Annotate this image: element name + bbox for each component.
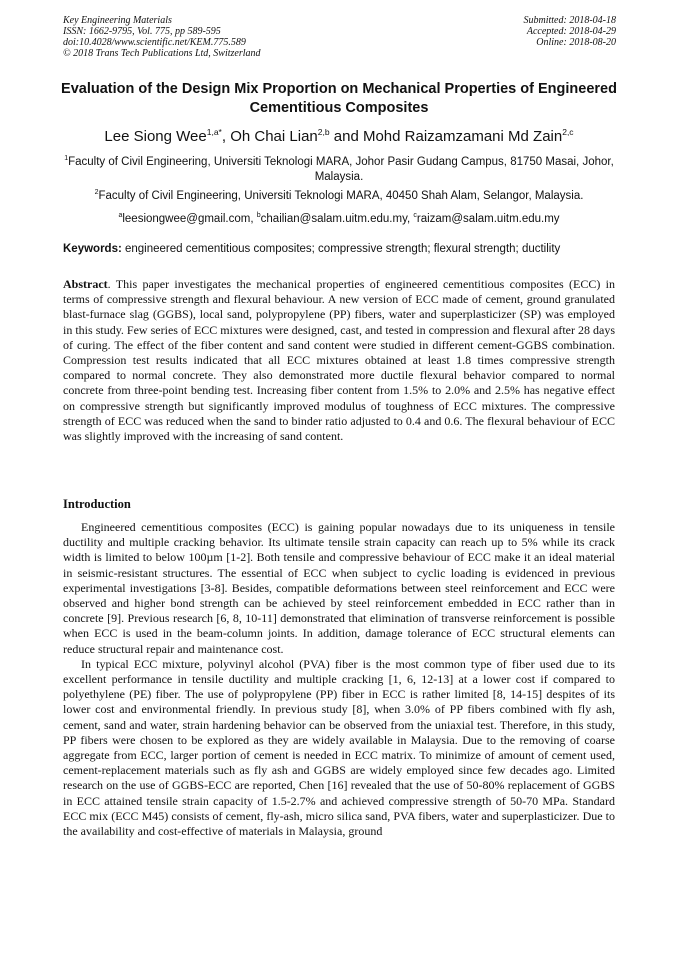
email-link[interactable]: chailian@salam.uitm.edu.my, <box>260 212 414 225</box>
journal-info <box>63 15 261 59</box>
affil-text: Faculty of Civil Engineering, Universiti Teknologi MARA, 40450 Shah Alam, Selangor, Malaysia. <box>98 189 584 202</box>
author-separator: , <box>221 128 231 145</box>
affil-text: Faculty of Civil Engineering, Universiti Teknologi MARA, Johor Pasir Gudang Campus, 81750 Masai, Johor, Malaysia. <box>68 155 614 183</box>
paragraph: In typical ECC mixture, polyvinyl alcohol (PVA) fiber is the most common type of fiber used due to its excellent performance in tensile ductility and multiple cracking [1, 6, 12-13] at a lower cost if compared to polyethylene (PE) fiber. The use of polypropylene (PP) fiber in ECC is rather limited [8, 14-15] despites of its lower cost and environmental friendly. In previous study [8], when 3.0% of PP fibers combined with fly ash, cement, sand and water, strain hardening behavior can be observed from the uniaxial test. Therefore, in this study, PP fibers were chosen to be explored as they are widely available in Malaysia. Due to the removing of coarse aggregate from ECC, larger portion of cement is needed in ECC matrix. To minimize of amount of cement used, cement-replacement materials such as fly ash and GGBS are widely employed since few decades ago. Limited research on the use of GGBS-ECC are reported, Chen [16] revealed that the use of 50-80% replacement of GGBS in ECC attained tensile strain capacity of 1.5-2.7% and achieved compressive strength of 50-70 MPa. Standard ECC mix (ECC M45) consists of cement, fly-ash, micro silica sand, PVA fibers, water and superplasticizer. Due to the availability and cost-effective of materials in Malaysia, ground <box>63 656 615 839</box>
date-online: Online: 2018-08-20 <box>536 37 616 48</box>
keywords-text: engineered cementitious composites; compressive strength; flexural strength; ductility <box>121 243 561 255</box>
abstract-text: . This paper investigates the mechanical properties of engineered cementitious composites (ECC) in terms of compressive strength and flexural behaviour. A new version of ECC made of cement, ground granulated blast-furnace slag (GGBS), local sand, polypropylene (PP) fibers, water and superplasticizer (SP) was employed in this study. Few series of ECC mixtures were designed, cast, and tested in compression and flexural after 28 days of curing. The effect of the fiber content and sand content were studied in different cement-GGBS combination. Compression test results indicated that all ECC mixtures obtained at least 1.8 times compressive strength compared to normal concrete. They also demonstrated more ductile flexural behavior compared to normal concrete from three-point bending test. Increasing fiber content from 1.5% to 2.0% and 2.5% has negative effect on compressive strength but significantly improved modulus of toughness of ECC mixtures. The compressive strength of ECC was reduced when the sand to binder ratio adjusted to 0.4 and 0.6. The flexural behaviour of ECC was slightly improved with the increasing of sand content. <box>63 277 615 444</box>
author-separator: and <box>329 128 363 145</box>
author-affil-mark: 2,b <box>317 127 330 137</box>
email-mark: a <box>118 212 123 219</box>
keywords-line <box>63 242 623 257</box>
author-name: Mohd Raizamzamani Md Zain <box>362 128 563 145</box>
author-name: Lee Siong Wee <box>104 128 207 145</box>
author-affil-mark: 1,a* <box>206 127 222 137</box>
email-mark: c <box>413 212 417 219</box>
journal-name: Key Engineering Materials <box>63 15 172 26</box>
keywords-label: Keywords: <box>63 243 122 255</box>
author-list <box>40 122 638 147</box>
author-name: Oh Chai Lian <box>230 128 318 145</box>
publication-dates <box>524 15 617 48</box>
paragraph: Engineered cementitious composites (ECC) is gaining popular nowadays due to its uniqueness in tensile ductility and multiple cracking behavior. Its ultimate tensile strain capacity can reach up to 5% while its crack width is limited to below 100µm [1-2]. Both tensile and compressive behaviour of ECC make it an ideal material in seismic-resistant structures. The essential of ECC when subject to cyclic loading is evidenced in previous experimental investigations [3-8]. Besides, compatible deformations between steel reinforcement and ECC were observed and higher bond strength can be achieved by steel reinforcement embedded in ECC rather than in concrete [9]. Previous research [6, 8, 10-11] demonstrated that elimination of transverse reinforcement is possible when ECC is used in the beam-column joints. In addition, damage tolerance of ECC structural elements can reduce structural repair and maintenance cost. <box>63 520 615 656</box>
email-mark: b <box>256 212 261 219</box>
email-link[interactable]: leesiongwee@gmail.com, <box>122 212 257 225</box>
journal-doi: doi:10.4028/www.scientific.net/KEM.775.589 <box>63 37 246 48</box>
affiliation-2 <box>40 185 638 204</box>
abstract-label: Abstract <box>63 277 108 291</box>
date-submitted: Submitted: 2018-04-18 <box>523 15 616 26</box>
author-emails <box>40 208 638 227</box>
date-accepted: Accepted: 2018-04-29 <box>526 26 616 37</box>
section-heading-introduction: Introduction <box>63 497 131 511</box>
introduction-body <box>63 520 615 839</box>
journal-copyright: © 2018 Trans Tech Publications Ltd, Switzerland <box>63 48 261 59</box>
affil-mark: 1 <box>64 155 69 162</box>
abstract <box>63 277 615 444</box>
email-link[interactable]: raizam@salam.uitm.edu.my <box>416 212 560 225</box>
affil-mark: 2 <box>94 189 99 196</box>
author-affil-mark: 2,c <box>562 127 574 137</box>
paper-title: Evaluation of the Design Mix Proportion on Mechanical Properties of Engineered Cementitious Composites <box>61 81 617 116</box>
affiliation-1 <box>40 151 638 185</box>
journal-issn: ISSN: 1662-9795, Vol. 775, pp 589-595 <box>63 26 221 37</box>
